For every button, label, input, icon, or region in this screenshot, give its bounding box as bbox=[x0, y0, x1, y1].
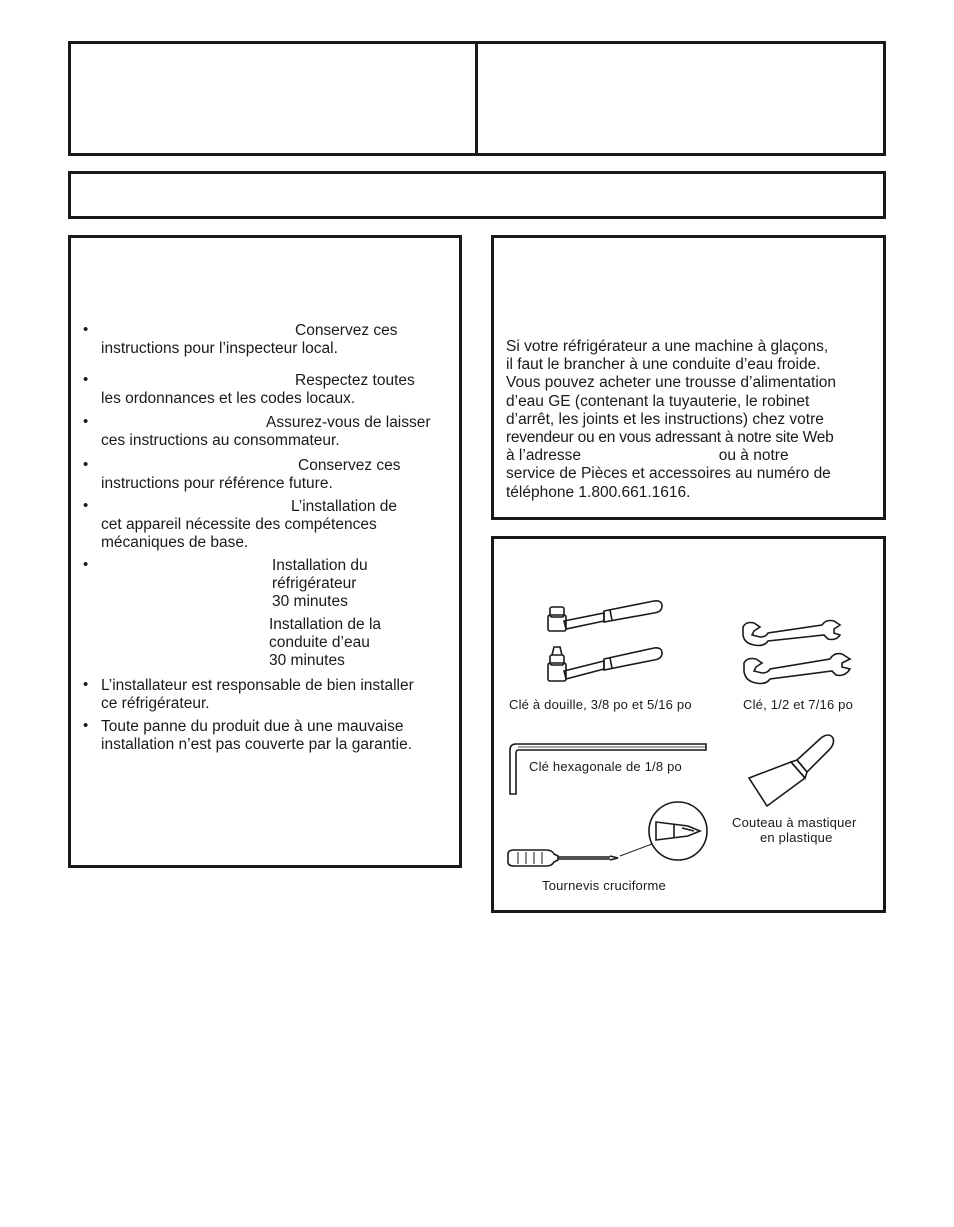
water-line-8: service de Pièces et accessoires au numéro de bbox=[506, 465, 831, 483]
header-banner bbox=[68, 171, 886, 219]
req-4-line-2: instructions pour référence future. bbox=[101, 475, 333, 492]
screwdriver-icon bbox=[506, 800, 716, 872]
header-right-box bbox=[475, 41, 886, 156]
req-6-line-4: Installation de la bbox=[269, 616, 382, 633]
socket-wrench-caption: Clé à douille, 3/8 po et 5/16 po bbox=[509, 697, 692, 712]
putty-knife-icon bbox=[745, 732, 837, 808]
wrench-icon bbox=[740, 615, 855, 690]
water-line-2: il faut le brancher à une conduite d’eau froide. bbox=[506, 356, 821, 374]
req-3-line-1: Assurez-vous de laisser bbox=[266, 414, 431, 431]
water-line-7: à l’adresse ou à notre bbox=[506, 447, 789, 465]
req-6-line-3: 30 minutes bbox=[272, 593, 348, 610]
water-line-4: d’eau GE (contenant la tuyauterie, le robinet bbox=[506, 392, 810, 410]
bullet: • bbox=[83, 497, 89, 514]
req-4-line-1: Conservez ces bbox=[298, 457, 401, 474]
hex-key-caption: Clé hexagonale de 1/8 po bbox=[529, 759, 682, 774]
header-left-box bbox=[68, 41, 478, 156]
req-8-line-2: installation n’est pas couverte par la garantie. bbox=[101, 736, 413, 753]
bullet: • bbox=[83, 456, 89, 473]
water-supply-text bbox=[506, 338, 836, 502]
req-6-line-5: conduite d’eau bbox=[269, 634, 370, 651]
bullet: • bbox=[83, 556, 89, 573]
req-6-line-1: Installation du bbox=[272, 557, 368, 574]
req-6-line-2: réfrigérateur bbox=[272, 575, 357, 592]
bullet: • bbox=[83, 717, 89, 734]
req-1-line-1: Conservez ces bbox=[295, 322, 398, 339]
water-line-6: revendeur ou en vous adressant à notre site Web bbox=[506, 429, 834, 447]
req-5-line-3: mécaniques de base. bbox=[101, 534, 249, 551]
bullet: • bbox=[83, 413, 89, 430]
bullet: • bbox=[83, 371, 89, 388]
putty-knife-caption-line-2: en plastique bbox=[760, 830, 833, 845]
water-line-1: Si votre réfrigérateur a une machine à glaçons, bbox=[506, 338, 829, 355]
bullet: • bbox=[83, 676, 89, 693]
putty-knife-caption-line-1: Couteau à mastiquer bbox=[732, 815, 857, 830]
water-line-3: Vous pouvez acheter une trousse d’alimentation bbox=[506, 374, 837, 392]
water-line-5: d’arrêt, les joints et les instructions) chez votre bbox=[506, 410, 824, 428]
req-2-line-1: Respectez toutes bbox=[295, 372, 415, 389]
req-7-line-2: ce réfrigérateur. bbox=[101, 695, 210, 712]
req-5-line-1: L’installation de bbox=[291, 498, 397, 515]
req-2-line-2: les ordonnances et les codes locaux. bbox=[101, 390, 356, 407]
screwdriver-caption: Tournevis cruciforme bbox=[542, 878, 666, 893]
socket-wrench-icon bbox=[540, 595, 670, 700]
req-7-line-1: L’installateur est responsable de bien installer bbox=[101, 677, 414, 694]
req-6-line-6: 30 minutes bbox=[269, 652, 345, 669]
water-line-9: téléphone 1.800.661.1616. bbox=[506, 483, 691, 501]
req-1-line-2: instructions pour l’inspecteur local. bbox=[101, 340, 338, 357]
req-3-line-2: ces instructions au consommateur. bbox=[101, 432, 340, 449]
req-5-line-2: cet appareil nécessite des compétences bbox=[101, 516, 377, 533]
req-8-line-1: Toute panne du produit due à une mauvaise bbox=[101, 718, 404, 735]
wrench-caption: Clé, 1/2 et 7/16 po bbox=[743, 697, 854, 712]
bullet: • bbox=[83, 321, 89, 338]
